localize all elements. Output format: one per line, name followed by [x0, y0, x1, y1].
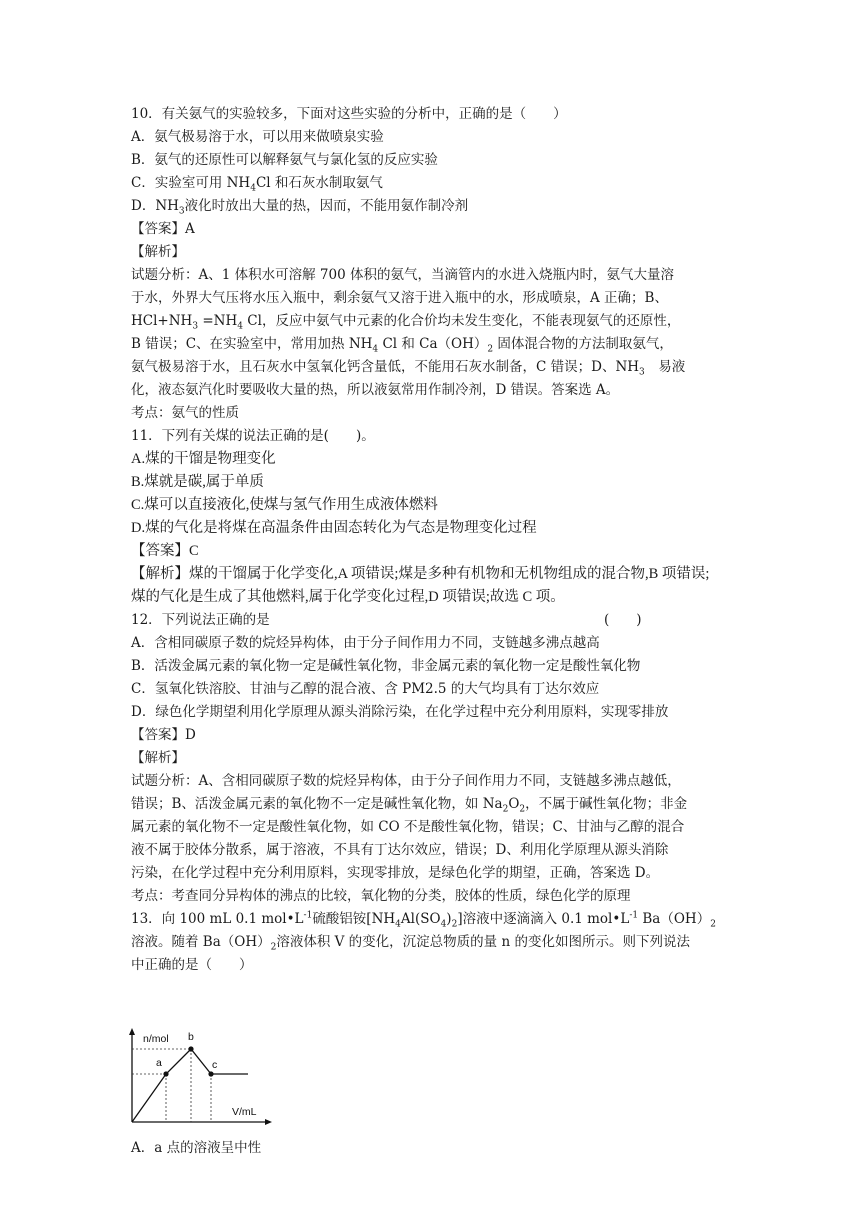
q10-analysis-line-4: B 错误；C、在实验室中，常用加热 $NH_4$ Cl 和 $Ca(OH)_2$ 固体混合物的方法制取氨气， — [131, 336, 673, 355]
q12-option-c: C．氢氧化铁溶胶、甘油与乙醇的混合液、含 PM2.5 的大气均具有丁达尔效应 — [131, 681, 600, 697]
precipitate-curve — [132, 1049, 248, 1122]
q11-option-a: A.煤的干馏是物理变化 — [131, 451, 276, 467]
point-c-label: c — [212, 1059, 218, 1071]
q11-answer: 【答案】C — [131, 543, 199, 559]
y-axis-arrow-icon — [129, 1028, 135, 1035]
q13-stem-line-3: 中正确的是（ ） — [131, 957, 253, 973]
q12-topic: 考点：考查同分异构体的沸点的比较，氧化物的分类，胶体的性质，绿色化学的原理 — [131, 888, 631, 904]
q12-analysis-line-1: 试题分析：A、含相同碳原子数的烷烃异构体，由于分子间作用力不同，支链越多沸点越低， — [131, 773, 681, 789]
q10-analysis-label: 【解析】 — [131, 244, 185, 260]
q10-analysis-line-5: 氨气极易溶于水，且石灰水中氢氧化钙含量低，不能用石灰水制备，C 错误；D、$NH_3$ 易液 — [131, 359, 686, 378]
q12-option-a: A．含相同碳原子数的烷烃异构体，由于分子间作用力不同，支链越多沸点越高 — [131, 635, 600, 651]
q10-option-a: A．氨气极易溶于水，可以用来做喷泉实验 — [131, 129, 384, 145]
q12-stem: 12．下列说法正确的是 ( ) — [131, 609, 731, 631]
q12-analysis-line-2: 错误；B、活泼金属元素的氧化物不一定是碱性氧化物，如 $Na_2O_2$，不属于碱性氧化物；非金 — [131, 796, 688, 815]
q12-analysis-line-3: 属元素的氧化物不一定是酸性氧化物，如 CO 不是酸性氧化物，错误；C、甘油与乙醇的混合 — [131, 819, 685, 835]
q12-answer: 【答案】D — [131, 727, 196, 743]
q10-topic: 考点：氨气的性质 — [131, 405, 239, 421]
q10-analysis-line-2: 于水，外界大气压将水压入瓶中，剩余氨气又溶于进入瓶中的水，形成喷泉，A 正确；B、 — [131, 290, 668, 306]
q10-option-b: B．氨气的还原性可以解释氨气与氯化氢的反应实验 — [131, 152, 438, 168]
q11-analysis-line-2: 煤的气化是生成了其他燃料,属于化学变化过程,D 项错误;故选 C 项。 — [131, 589, 565, 605]
q12-option-b: B．活泼金属元素的氧化物一定是碱性氧化物，非金属元素的氧化物一定是酸性氧化物 — [131, 658, 641, 674]
q11-stem: 11．下列有关煤的说法正确的是( )。 — [131, 428, 375, 444]
q10-analysis-line-1: 试题分析：A、1 体积水可溶解 700 体积的氨气，当滴管内的水进入烧瓶内时，氨气大量溶 — [131, 267, 674, 283]
q13-stem-line-1: 13．向 100 mL 0.1 $mol•L^{-1}$硫酸铝铵$[NH_4Al(SO_4)_2]$溶液中逐滴滴入 0.1 $mol•L^{-1}$ $Ba(OH)_2$ — [131, 910, 716, 930]
q10-analysis-line-6: 化，液态氨汽化时要吸收大量的热，所以液氨常用作制冷剂，D 错误。答案选 A。 — [131, 382, 620, 398]
q13-option-a: A．a 点的溶液呈中性 — [131, 1140, 262, 1156]
q13-figure — [126, 1026, 276, 1128]
point-a-label: a — [156, 1057, 162, 1069]
q11-option-d: D.煤的气化是将煤在高温条件由固态转化为气态是物理变化过程 — [131, 520, 537, 536]
y-axis-label: n/mol — [143, 1033, 169, 1045]
point-b-label: b — [188, 1031, 194, 1043]
point-c — [208, 1071, 213, 1076]
q10-answer: 【答案】A — [131, 221, 195, 237]
q10-option-c: C．实验室可用 $NH_4Cl$ 和石灰水制取氨气 — [131, 175, 383, 194]
x-axis-label: V/mL — [232, 1106, 257, 1118]
point-b — [188, 1046, 193, 1051]
q10-analysis-line-3: $HCl+NH_3 =NH_4$ Cl，反应中氨气中元素的化合价均未发生变化，不能表现氨气的还原性， — [131, 313, 681, 332]
q12-analysis-line-5: 污染，在化学过程中充分利用原料，实现零排放，是绿色化学的期望，正确，答案选 D。 — [131, 865, 660, 881]
x-axis-arrow-icon — [265, 1119, 272, 1125]
q12-answer-paren: ( ) — [604, 612, 642, 628]
q12-option-d: D．绿色化学期望利用化学原理从源头消除污染，在化学过程中充分利用原料，实现零排放 — [131, 704, 669, 720]
q11-option-b: B.煤就是碳,属于单质 — [131, 474, 264, 490]
q10-option-d: D．$NH_3$液化时放出大量的热，因而，不能用氨作制冷剂 — [131, 198, 469, 217]
q12-analysis-line-4: 液不属于胶体分散系，属于溶液，不具有丁达尔效应，错误；D、利用化学原理从源头消除 — [131, 842, 669, 858]
q10-stem: 10．有关氨气的实验较多，下面对这些实验的分析中，正确的是（ ） — [131, 106, 567, 122]
q11-analysis-line-1: 【解析】煤的干馏属于化学变化,A 项错误;煤是多种有机物和无机物组成的混合物,B 项错误; — [131, 566, 710, 582]
q12-analysis-label: 【解析】 — [131, 750, 185, 766]
q13-stem-line-2: 溶液。随着 $Ba(OH)_2$溶液体积 V 的变化，沉淀总物质的量 n 的变化如图所示。则下列说法 — [131, 934, 690, 953]
point-a — [163, 1071, 168, 1076]
q11-option-c: C.煤可以直接液化,使煤与氢气作用生成液体燃料 — [131, 497, 438, 513]
